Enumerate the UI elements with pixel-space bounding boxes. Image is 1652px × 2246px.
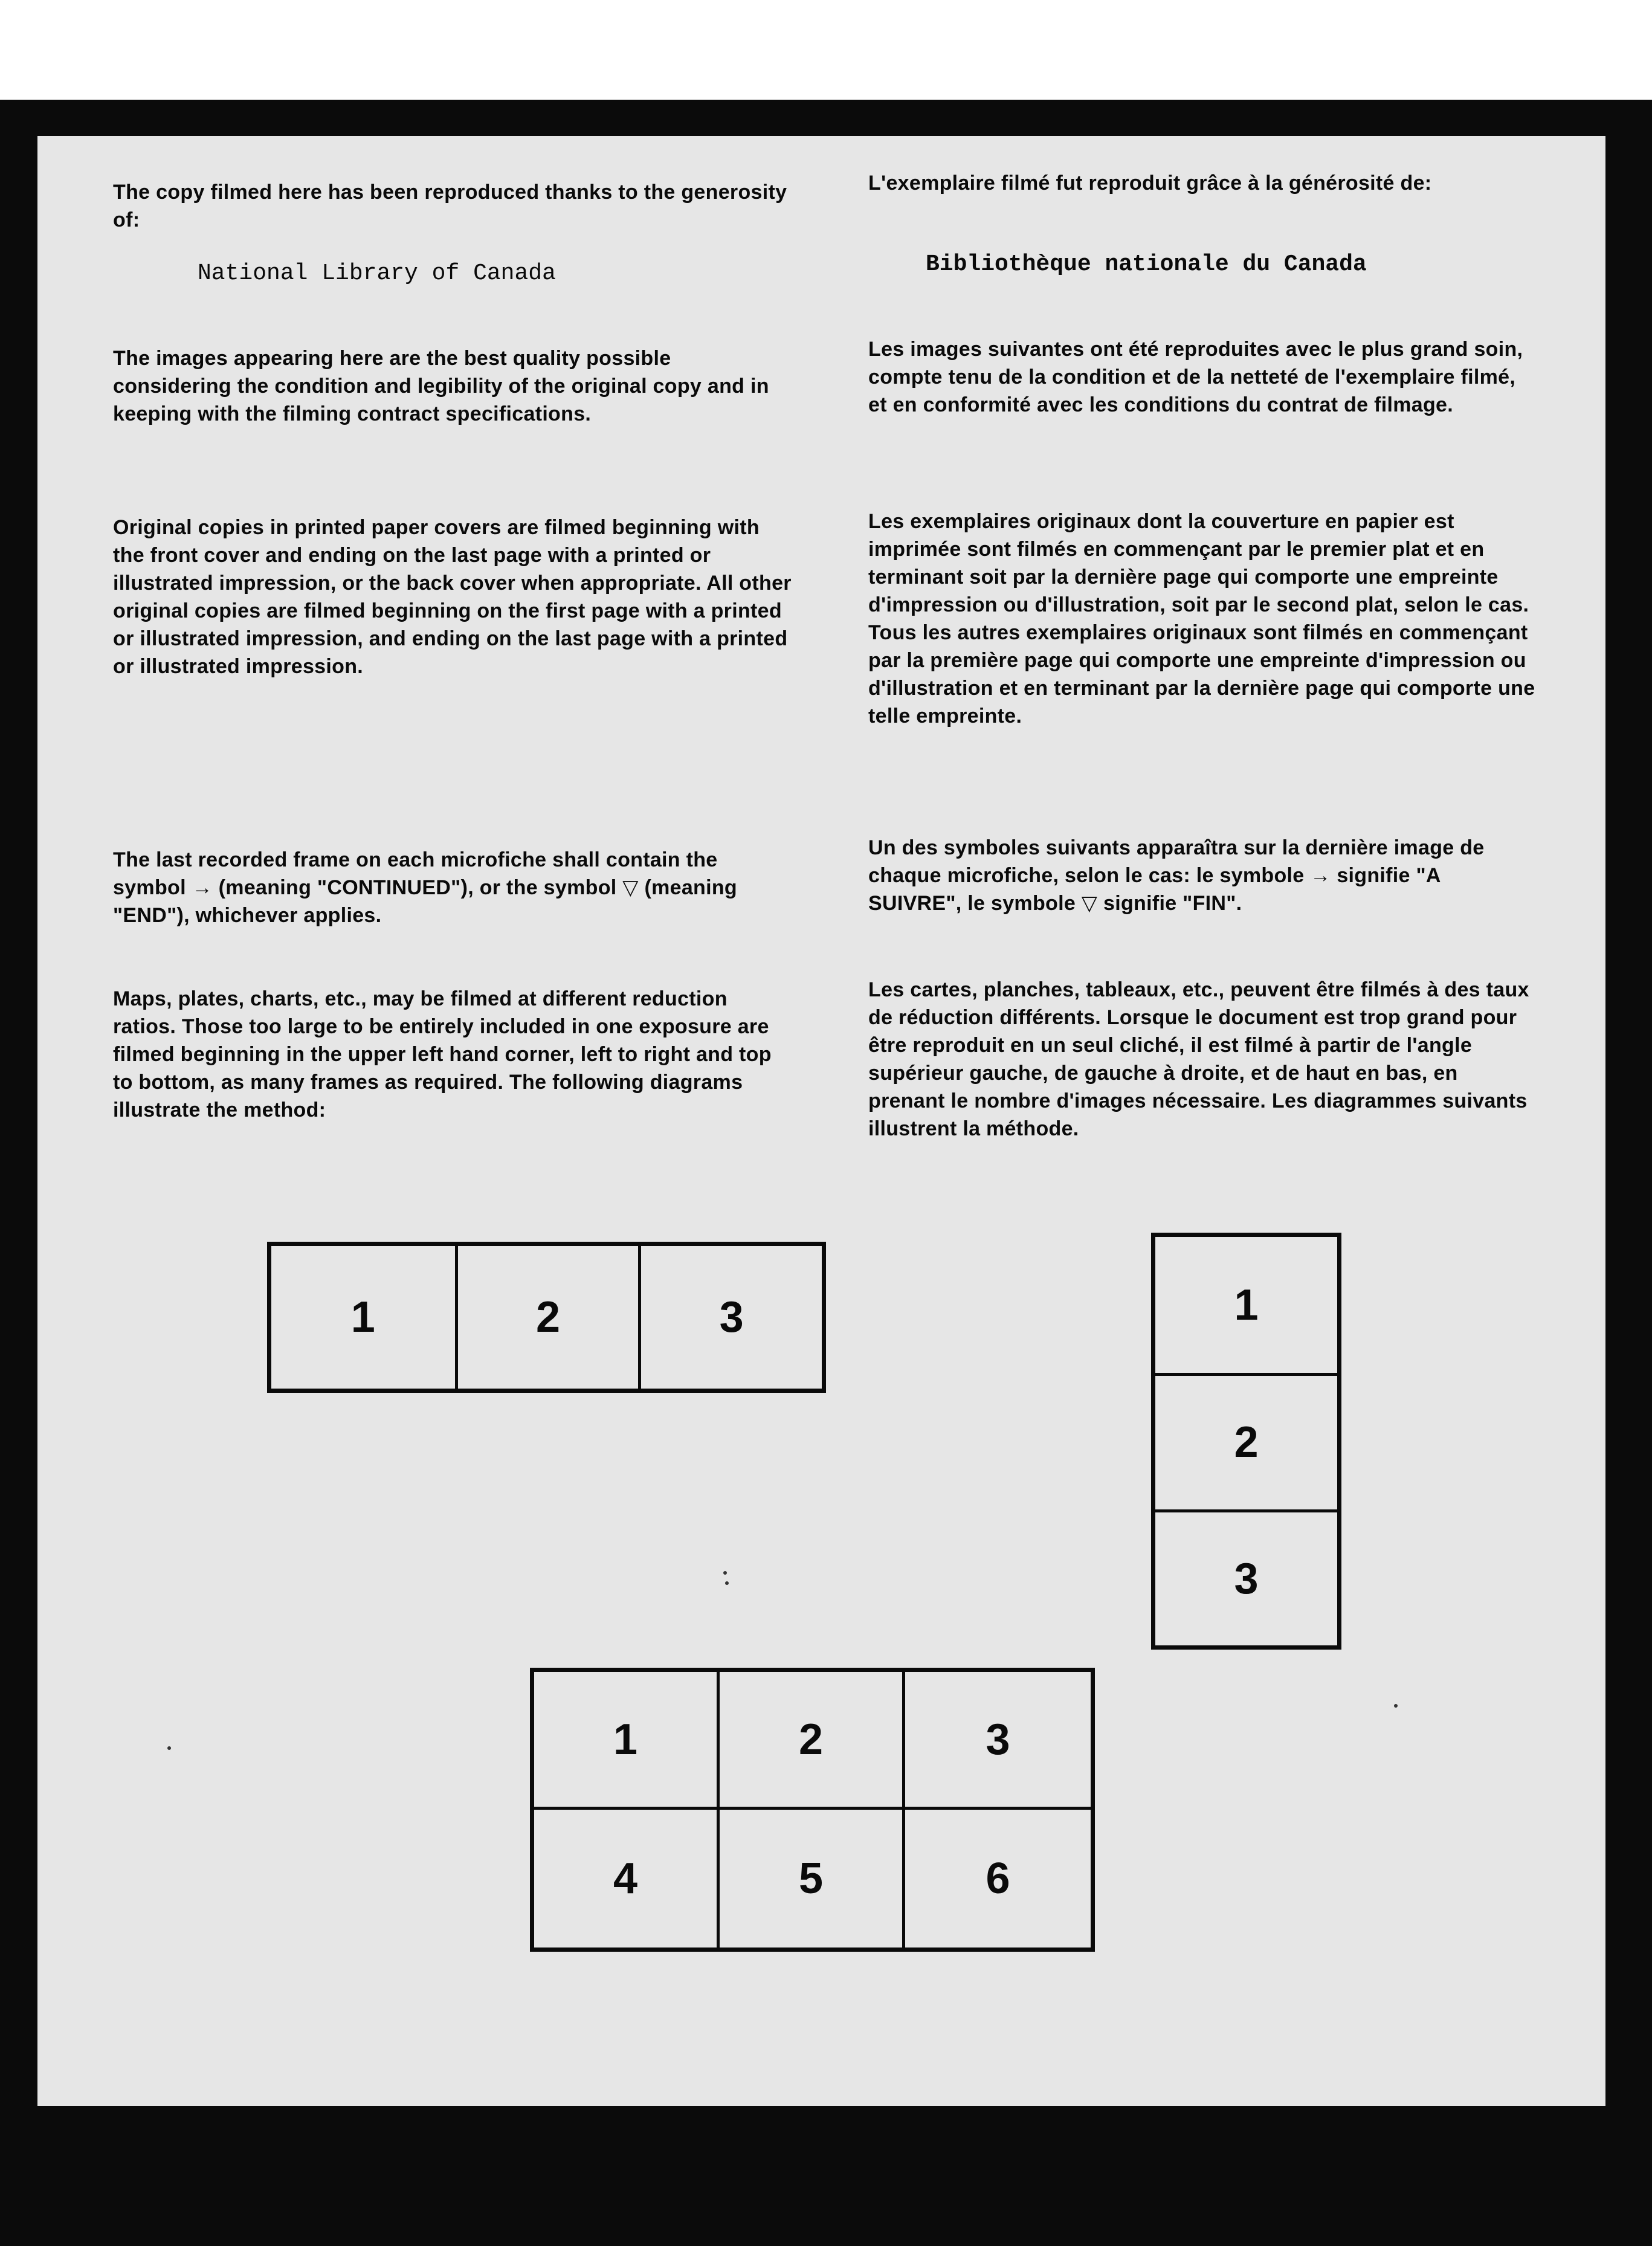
fr-intro: L'exemplaire filmé fut reproduit grâce à la générosité de:	[868, 172, 1432, 195]
fr-symbol-text-3: signifie "FIN".	[1103, 892, 1242, 915]
microfiche-notice-page	[37, 136, 1605, 2106]
frame-cell: 6	[986, 1854, 1010, 1903]
fr-symbol-paragraph	[868, 834, 1539, 917]
en-institution: National Library of Canada	[198, 260, 556, 286]
frame-cell: 5	[720, 1810, 905, 1948]
scan-speck	[725, 1581, 729, 1585]
diagram-grid-frames	[530, 1668, 1095, 1952]
fr-quality-paragraph: Les images suivantes ont été reproduites avec le plus grand soin, compte tenu de la condition et de la netteté de l'exemplaire filmé, et en conformité avec les conditions du contrat de filmage.	[868, 338, 1523, 416]
en-symbol-text-2: (meaning "CONTINUED"), or the symbol	[218, 876, 617, 899]
scan-speck	[1394, 1704, 1398, 1708]
frame-cell: 4	[534, 1810, 720, 1948]
scan-speck	[167, 1746, 171, 1750]
frame-cell: 3	[1155, 1509, 1337, 1645]
en-order-paragraph: Original copies in printed paper covers are filmed beginning with the front cover and ending on the last page with a printed or illustrated impression, or the back cover when appropriate. All other original copies are filmed beginning on the first page with a printed or illustrated impression, and ending on the last page with a printed or illustrated impression.	[113, 516, 792, 678]
end-triangle-icon: ▽	[1081, 892, 1098, 915]
frame-cell: 3	[638, 1246, 822, 1389]
en-intro: The copy filmed here has been reproduced thanks to the generosity of:	[113, 181, 787, 231]
en-maps-paragraph: Maps, plates, charts, etc., may be filmed at different reduction ratios. Those too large to be entirely included in one exposure are filmed beginning in the upper left hand corner, left to right and top to bottom, as many frames as required. The following diagrams illustrate the method:	[113, 987, 772, 1121]
continued-arrow-icon: →	[1310, 864, 1331, 887]
frame-cell: 2	[1155, 1373, 1337, 1509]
fr-maps-paragraph: Les cartes, planches, tableaux, etc., peuvent être filmés à des taux de réduction différents. Lorsque le document est trop grand pour être reproduit en un seul cliché, il est filmé à partir de l'angle supérieur gauche, de gauche à droite, et de haut en bas, en prenant le nombre d'images nécessaire. Les diagrammes suivants illustrent la méthode.	[868, 978, 1529, 1140]
en-quality-paragraph: The images appearing here are the best quality possible considering the condition and legibility of the original copy and in keeping with the filming contract specifications.	[113, 347, 769, 425]
en-symbol-text-1: The last recorded frame on each microfiche shall contain the symbol	[113, 848, 718, 899]
end-triangle-icon: ▽	[622, 876, 639, 899]
frame-cell: 2	[720, 1672, 905, 1810]
frame-cell: 1	[534, 1672, 720, 1810]
diagram-vertical-frames	[1151, 1233, 1341, 1650]
fr-institution: Bibliothèque nationale du Canada	[926, 251, 1367, 277]
frame-cell: 1	[350, 1293, 375, 1341]
fr-order-paragraph: Les exemplaires originaux dont la couverture en papier est imprimée sont filmés en commençant par le premier plat et en terminant soit par la dernière page qui comporte une empreinte d'impression ou d'illustration, soit par le second plat, selon le cas. Tous les autres exemplaires originaux sont filmés en commençant par la première page qui comporte une empreinte d'impression ou d'illustration et en terminant par la dernière page qui comporte une telle empreinte.	[868, 510, 1535, 728]
en-symbol-paragraph	[113, 846, 793, 929]
fr-symbol-text-2: signifie "A SUIVRE", le symbole	[868, 864, 1441, 915]
frame-cell: 1	[1234, 1280, 1259, 1329]
diagram-horizontal-frames	[267, 1242, 826, 1393]
frame-cell: 3	[905, 1672, 1091, 1810]
fr-symbol-text-1: Un des symboles suivants apparaîtra sur la dernière image de chaque microfiche, selon le cas: le symbole	[868, 836, 1485, 887]
scan-speck	[723, 1571, 727, 1575]
continued-arrow-icon: →	[192, 876, 213, 899]
en-symbol-text-3: (meaning "END"), whichever applies.	[113, 876, 737, 927]
frame-cell: 2	[455, 1246, 639, 1389]
